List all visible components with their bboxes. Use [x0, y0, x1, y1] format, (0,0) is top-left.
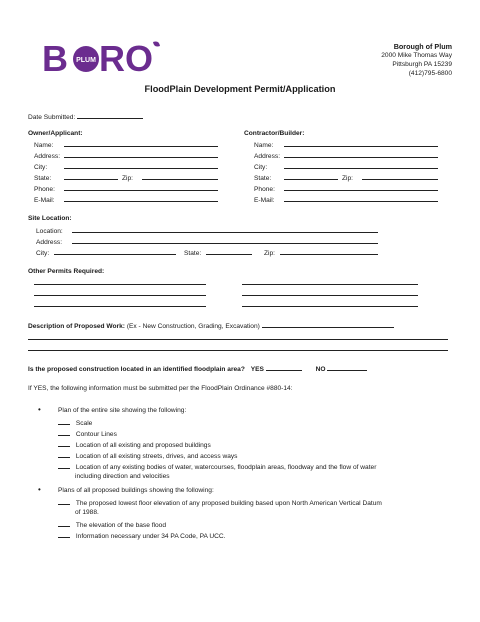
- owner-zip-label: Zip:: [122, 175, 133, 182]
- plan-site-item-label: Location of any existing bodies of water, watercourses, floodplain areas, floodway and the flow of water: [75, 464, 377, 471]
- owner-state-label: State:: [34, 175, 52, 182]
- owner-name-field[interactable]: [64, 140, 218, 147]
- owner-email-row: [34, 195, 218, 204]
- plan-site-item-continuation: including direction and velocities: [75, 473, 170, 480]
- proposed-work-line-3[interactable]: [28, 350, 448, 351]
- owner-phone-label: Phone:: [34, 186, 55, 193]
- checkbox-line[interactable]: [58, 531, 70, 538]
- logo-leaf-icon: [153, 42, 160, 47]
- contractor-email-label: E-Mail:: [254, 197, 275, 204]
- logo-plum-text: PLUM: [76, 57, 96, 64]
- org-street: 2000 Mike Thomas Way: [381, 52, 452, 59]
- plan-site-item: [58, 440, 211, 449]
- other-permits-heading: Other Permits Required:: [28, 268, 105, 275]
- owner-email-field[interactable]: [64, 195, 218, 202]
- permit-field-6[interactable]: [242, 306, 418, 307]
- date-submitted-row: [28, 112, 143, 121]
- plan-site-item: [58, 418, 92, 427]
- permit-field-3[interactable]: [34, 295, 206, 296]
- floodplain-no-field[interactable]: [327, 364, 367, 371]
- contractor-city-label: City:: [254, 164, 268, 171]
- floodplain-question-row: [28, 364, 367, 373]
- plan-site-item-label: Location of all existing and proposed buildings: [75, 442, 211, 449]
- site-state-label: State:: [184, 250, 202, 257]
- owner-name-row: [34, 140, 218, 149]
- owner-phone-row: [34, 184, 218, 193]
- plan-buildings-item-label: Information necessary under 34 PA Code, PA UCC.: [75, 533, 226, 540]
- site-city-field[interactable]: [54, 248, 176, 255]
- site-city-label: City:: [36, 250, 50, 257]
- contractor-phone-row: [254, 184, 438, 193]
- checkbox-line[interactable]: [58, 429, 70, 436]
- site-location-row: [36, 226, 378, 235]
- contractor-name-field[interactable]: [284, 140, 438, 147]
- contractor-zip-label: Zip:: [342, 175, 353, 182]
- proposed-work-line-2[interactable]: [28, 339, 448, 340]
- owner-heading: Owner/Applicant:: [28, 130, 83, 137]
- floodplain-no-label: NO: [315, 366, 326, 373]
- logo-letter-b: B: [42, 38, 68, 78]
- plan-site-item: [58, 429, 117, 438]
- floodplain-yes-label: YES: [250, 366, 264, 373]
- page-title: FloodPlain Development Permit/Application: [144, 84, 336, 94]
- plan-site-item-label: Contour Lines: [75, 431, 117, 438]
- plan-buildings-heading: Plans of all proposed buildings showing the following:: [58, 487, 214, 494]
- plan-site-heading: Plan of the entire site showing the following:: [58, 407, 187, 414]
- contractor-city-row: [254, 162, 438, 171]
- owner-city-field[interactable]: [64, 162, 218, 169]
- site-address-label: Address:: [36, 239, 63, 246]
- contractor-address-row: [254, 151, 438, 160]
- proposed-work-row: [28, 321, 394, 330]
- owner-state-zip-row: [34, 173, 218, 182]
- plan-buildings-item-label: The proposed lowest floor elevation of any proposed building based upon North American Vertical Datum: [75, 500, 382, 507]
- owner-name-label: Name:: [34, 142, 54, 149]
- plan-site-item: [58, 462, 376, 471]
- logo-letters-ro: RO: [99, 38, 153, 78]
- proposed-work-hint: (Ex - New Construction, Grading, Excavation): [126, 323, 260, 330]
- site-state-field[interactable]: [206, 248, 252, 255]
- owner-address-field[interactable]: [64, 151, 218, 158]
- owner-email-label: E-Mail:: [34, 197, 55, 204]
- checkbox-line[interactable]: [58, 418, 70, 425]
- floodplain-question: Is the proposed construction located in an identified floodplain area?: [28, 366, 245, 373]
- proposed-work-heading: Description of Proposed Work:: [28, 323, 125, 330]
- boro-plum-logo-graphic: [42, 38, 162, 78]
- contractor-phone-label: Phone:: [254, 186, 275, 193]
- floodplain-yes-field[interactable]: [266, 364, 302, 371]
- site-address-row: [36, 237, 378, 246]
- site-zip-field[interactable]: [280, 248, 378, 255]
- contractor-address-label: Address:: [254, 153, 281, 160]
- site-city-state-zip-row: [36, 248, 378, 257]
- org-city: Pittsburgh PA 15239: [392, 61, 452, 68]
- bullet-icon: •: [38, 405, 41, 414]
- site-location-heading: Site Location:: [28, 215, 72, 222]
- org-name: Borough of Plum: [393, 42, 452, 51]
- date-submitted-label: Date Submitted:: [28, 114, 76, 121]
- date-submitted-field[interactable]: [77, 112, 143, 119]
- plan-site-item: [58, 451, 237, 460]
- contractor-zip-field[interactable]: [362, 173, 438, 180]
- organization-address: [381, 42, 452, 78]
- site-address-field[interactable]: [72, 237, 378, 244]
- checkbox-line[interactable]: [58, 520, 70, 527]
- org-phone: (412)795-6800: [408, 70, 452, 77]
- contractor-state-field[interactable]: [284, 173, 338, 180]
- contractor-name-row: [254, 140, 438, 149]
- permit-field-5[interactable]: [34, 306, 206, 307]
- permit-field-2[interactable]: [242, 284, 418, 285]
- contractor-state-label: State:: [254, 175, 272, 182]
- owner-city-row: [34, 162, 218, 171]
- contractor-email-row: [254, 195, 438, 204]
- owner-address-label: Address:: [34, 153, 61, 160]
- plan-site-item-label: Scale: [75, 420, 93, 427]
- plan-buildings-item-continuation: of 1988.: [75, 509, 99, 516]
- owner-state-field[interactable]: [64, 173, 118, 180]
- owner-city-label: City:: [34, 164, 48, 171]
- owner-zip-field[interactable]: [142, 173, 218, 180]
- contractor-email-field[interactable]: [284, 195, 438, 202]
- checkbox-line[interactable]: [58, 451, 70, 458]
- if-yes-instructions: If YES, the following information must be submitted per the FloodPlain Ordinance #880-14:: [28, 385, 293, 392]
- permit-field-1[interactable]: [34, 284, 206, 285]
- permit-field-4[interactable]: [242, 295, 418, 296]
- site-zip-label: Zip:: [264, 250, 275, 257]
- contractor-name-label: Name:: [254, 142, 274, 149]
- owner-address-row: [34, 151, 218, 160]
- site-location-field[interactable]: [72, 226, 378, 233]
- checkbox-line[interactable]: [58, 440, 70, 447]
- bullet-icon: •: [38, 485, 41, 494]
- contractor-state-zip-row: [254, 173, 438, 182]
- proposed-work-field[interactable]: [262, 321, 394, 328]
- plan-buildings-item: [58, 531, 226, 540]
- owner-phone-field[interactable]: [64, 184, 218, 191]
- plan-site-item-label: Location of all existing streets, drives, and access ways: [75, 453, 238, 460]
- checkbox-line[interactable]: [58, 462, 70, 469]
- checkbox-line[interactable]: [58, 498, 70, 505]
- plan-buildings-item: [58, 498, 382, 507]
- plan-buildings-item-label: The elevation of the base flood: [75, 522, 167, 529]
- contractor-phone-field[interactable]: [284, 184, 438, 191]
- plan-buildings-item: [58, 520, 166, 529]
- contractor-heading: Contractor/Builder:: [244, 130, 305, 137]
- contractor-address-field[interactable]: [284, 151, 438, 158]
- contractor-city-field[interactable]: [284, 162, 438, 169]
- borough-logo: [42, 38, 162, 78]
- site-location-label: Location:: [36, 228, 63, 235]
